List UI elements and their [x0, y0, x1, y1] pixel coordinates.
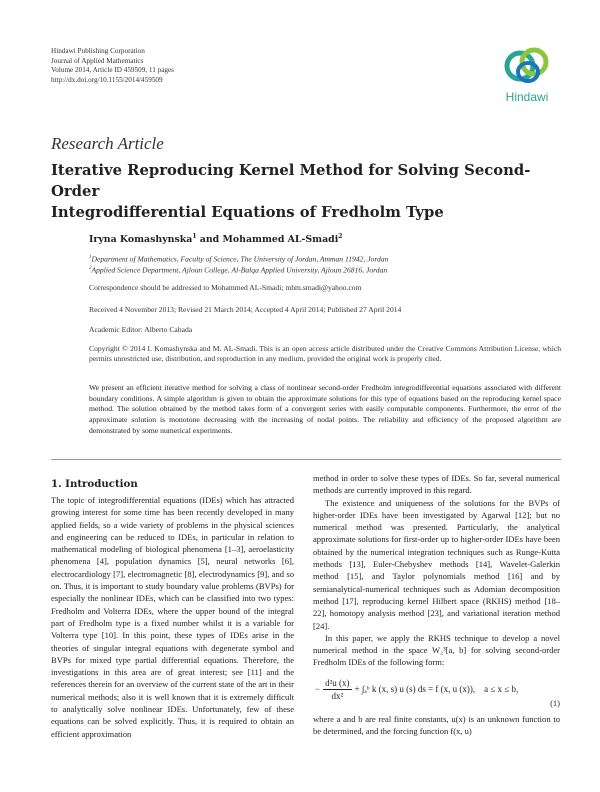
left-column [51, 494, 294, 740]
section-heading: 1. Introduction [51, 478, 138, 490]
right-paragraph-4: where a and b are real finite constants, u(x) is an unknown function to be determined, and the forcing function f(x, u) [313, 713, 560, 737]
doi-link[interactable]: http://dx.doi.org/10.1155/2014/459509 [51, 75, 163, 84]
journal-name: Journal of Applied Mathematics [51, 56, 144, 65]
publisher-name: Hindawi Publishing Corporation [51, 47, 145, 55]
academic-editor: Academic Editor: Alberto Cabada [89, 325, 193, 334]
right-paragraph-3: In this paper, we apply the RKHS technique to develop a novel numerical method in the space W₂³[a, b] for solving second-order Fredholm IDEs of the following form: [313, 632, 560, 668]
affiliation-2-text: Applied Science Department, Ajloun College, Al-Balqa Applied University, Ajloun 26816, Jordan [91, 265, 388, 275]
publication-dates: Received 4 November 2013; Revised 21 March 2014; Accepted 4 April 2014; Published 27 April 2014 [89, 305, 402, 314]
article-type: Research Article [51, 134, 164, 153]
equation-1 [313, 669, 560, 713]
hindawi-logo [497, 42, 557, 110]
journal-header [51, 47, 174, 85]
intro-paragraph: The topic of integrodifferential equations (IDEs) which has attracted growing interest for some time has been recently developed in many applied fields, so a wide variety of problems in the physical sciences and engineering can be reduced to IDEs, in particular in relation to mathematical modeling of biological phenomena [1–3], aeroelasticity phenomena [4], population dynamics [5], neural networks [6], electrocardiology [7], electromagnetic [8], electrodynamics [9], and so on. Thus, it is important to study boundary value problems (BVPs) for especially the nonlinear IDEs, which can be classified into two types: Fredholm and Volterra IDEs, where the upper bound of the integral part of Fredholm type is a fixed number whilst it is a variable for Volterra type [10]. In this point, these types of IDEs arise in the theories of singular integral equations with degenerate symbol and BVPs for mixed type partial differential equations. Therefore, the investigations in this area are of great interest; see [11] and the references therein for an overview of the current state of the art in their numerical methods; also it is well known that it is extremely difficult to analytically solve nonlinear IDEs. Unfortunately, few of these equations can be solved explicitly. Thus, it is required to obtain an efficient approximation [51, 495, 294, 739]
correspondence: Correspondence should be addressed to Mohammed AL-Smadi; mhm.smadi@yahoo.com [89, 283, 362, 292]
volume-info: Volume 2014, Article ID 459509, 11 pages [51, 66, 174, 75]
right-paragraph-1: method in order to solve these types of IDEs. So far, several numerical methods are currently improved in this regard. [313, 473, 560, 496]
affiliation-1-text: Department of Mathematics, Faculty of Science, The University of Jordan, Amman 11942, Jordan [91, 254, 389, 264]
author-conjunction: and [196, 234, 223, 246]
abstract: We present an efficient iterative method for solving a class of nonlinear second-order Fredholm integrodifferential equations associated with different boundary conditions. A simple algorithm is given to obtain the approximate solutions for this type of equations based on the reproducing kernel space method. The solution obtained by the method takes form of a convergent series with easily computable components. Furthermore, the error of the approximate solution is monotone decreasing with the increasing of nodal points. The reliability and efficiency of the proposed algorithm are demonstrated by some numerical experiments. [89, 383, 561, 435]
copyright-notice: Copyright © 2014 I. Komashynska and M. AL-Smadi. This is an open access article distributed under the Creative Commons Attribution License, which permits unrestricted use, distribution, and reproduction in any medium, provided the original work is properly cited. [89, 344, 561, 364]
author-2-affil: 2 [338, 233, 343, 240]
right-column [313, 472, 560, 737]
equation-body: − $\frac{\text{d²u (x)}}{\text{dx²}}$ + ∫ₐᵇ k (x, s) u (s) ds = f (x, u (x)), a ≤ x ≤ b, [315, 677, 519, 702]
equation-numerator: d²u (x) [323, 677, 351, 690]
affiliation-2 [89, 264, 561, 276]
equation-rest: + ∫ₐᵇ k (x, s) u (s) ds = f (x, u (x)), a ≤ x ≤ b, [354, 684, 519, 695]
equation-denominator: dx² [331, 691, 344, 702]
title-line-1: Iterative Reproducing Kernel Method for Solving Second-Order [51, 162, 531, 200]
hindawi-logo-icon [497, 42, 557, 88]
affiliation-1 [89, 253, 561, 265]
section-divider [51, 459, 561, 460]
affiliation-2-sup: 2 [89, 266, 92, 271]
author-1: Iryna Komashynska [89, 234, 193, 246]
author-list [89, 233, 342, 245]
paper-title [51, 160, 561, 223]
equation-number: (1) [550, 697, 560, 708]
logo-wordmark: Hindawi [505, 90, 549, 104]
affiliation-1-sup: 1 [89, 255, 92, 260]
right-paragraph-2: The existence and uniqueness of the solutions for the BVPs of higher-order IDEs have been investigated by Agarwal [12]; but no numerical method was presented. Particularly, the analytical approximate solutions for first-order up to higher-order IDEs have been obtained by the numerical integration techniques such as Runge-Kutta methods [13], Euler-Chebyshev methods [14], Wavelet-Galerkin method [15], and Taylor polynomials method [16] and by semianalytical-numerical techniques such as Adomian decomposition method [17], reproducing kernel Hilbert space (RKHS) method [18–22], homotopy analysis method [23], and variational iteration method [24]. [313, 497, 560, 631]
author-2: Mohammed AL-Smadi [222, 234, 339, 246]
title-line-2: Integrodifferential Equations of Fredholm Type [51, 204, 444, 221]
author-1-affil: 1 [192, 233, 197, 240]
